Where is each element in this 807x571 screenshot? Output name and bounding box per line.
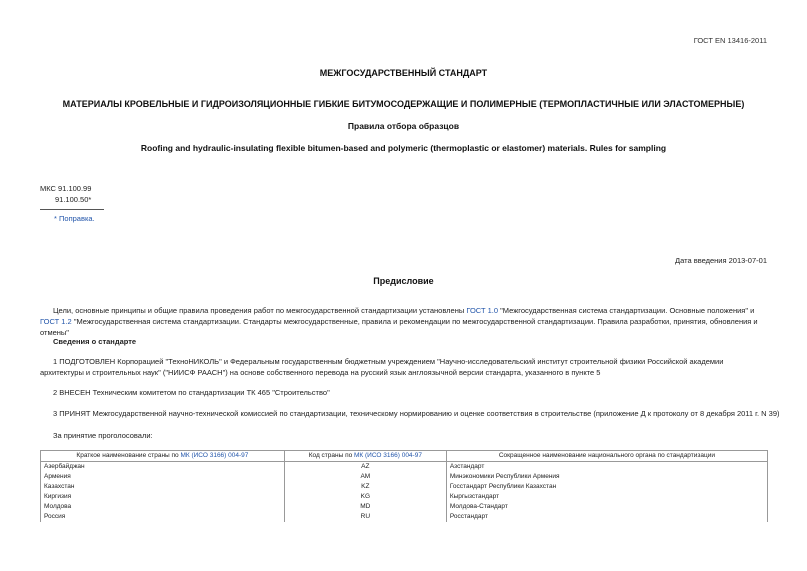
document-subtitle: Правила отбора образцов <box>347 121 460 131</box>
preface-text-b: "Межгосударственная система стандартизации. Основные положения" и <box>498 306 755 315</box>
introduction-date: Дата введения 2013-07-01 <box>675 256 767 265</box>
mks-code-2: 91.100.50* <box>55 195 92 204</box>
standard-heading: МЕЖГОСУДАРСТВЕННЫЙ СТАНДАРТ <box>319 68 488 78</box>
voting-countries-table <box>40 450 768 522</box>
table-row: Молдова MD Молдова-Стандарт <box>41 502 768 512</box>
mks-codes <box>40 183 91 205</box>
mk-iso-link[interactable]: МК (ИСО 3166) 004-97 <box>180 452 249 459</box>
table-row: Киргизия KG Кыргызстандарт <box>41 492 768 502</box>
table-row: Казахстан KZ Госстандарт Республики Казахстан <box>41 482 768 492</box>
column-header-code: Код страны по МК (ИСО 3166) 004-97 <box>284 451 446 462</box>
gost-1-2-link[interactable]: ГОСТ 1.2 <box>40 317 72 326</box>
column-header-country: Краткое наименование страны по МК (ИСО 3166) 004-97 <box>41 451 285 462</box>
gost-1-0-link[interactable]: ГОСТ 1.0 <box>466 306 499 315</box>
table-row: Россия RU Росстандарт <box>41 512 768 522</box>
standard-info-heading: Сведения о стандарте <box>53 337 137 346</box>
table-row: Азербайджан AZ Азстандарт <box>41 462 768 473</box>
prepared-by-paragraph: 1 ПОДГОТОВЛЕН Корпорацией "ТехноНИКОЛЬ" и Федеральным государственным бюджетным учреждением "Научно-исследовательский институт строительной физики Российской академии архитектуры и строительных наук" ("НИИСФ РААСН") на основе собственного перевода на русский язык англоязычной версии стандарта, указанного в пункте 5 <box>40 357 724 377</box>
preface-paragraph <box>40 305 768 338</box>
mk-iso-link[interactable]: МК (ИСО 3166) 004-97 <box>354 452 422 459</box>
footnote-divider <box>40 209 104 210</box>
preface-text-c: "Межгосударственная система стандартизации. Стандарты межгосударственные, правила и рекомендации по межгосударственной стандартизации. Правила разработки, принятия, обновления и отмены" <box>40 317 758 337</box>
document-title: МАТЕРИАЛЫ КРОВЕЛЬНЫЕ И ГИДРОИЗОЛЯЦИОННЫЕ ГИБКИЕ БИТУМОСОДЕРЖАЩИЕ И ПОЛИМЕРНЫЕ (ТЕРМОПЛАСТИЧНЫЕ ИЛИ ЭЛАСТОМЕРНЫЕ) <box>62 99 745 109</box>
document-title-english: Roofing and hydraulic-insulating flexible bitumen-based and polymeric (thermoplastic or elastomer) materials. Rules for sampling <box>140 143 667 153</box>
preface-heading: Предисловие <box>373 276 434 286</box>
mks-code-1: МКС 91.100.99 <box>40 184 92 193</box>
footnote-link[interactable]: * Поправка. <box>54 214 95 223</box>
column-header-body: Сокращенное наименование национального органа по стандартизации <box>446 451 767 462</box>
adopted-by-paragraph: 3 ПРИНЯТ Межгосударственной научно-технической комиссией по стандартизации, техническому нормированию и оценке соответствия в строительстве (приложение Д к протоколу от 8 декабря 2011 г. N 39) <box>53 409 780 418</box>
table-header-row <box>41 451 768 462</box>
voted-for-label: За принятие проголосовали: <box>53 431 153 440</box>
preface-text-a: Цели, основные принципы и общие правила проведения работ по межгосударственной стандартизации установлены <box>53 306 467 315</box>
document-id: ГОСТ EN 13416-2011 <box>693 36 767 45</box>
table-row: Армения AM Минэкономики Республики Армения <box>41 472 768 482</box>
introduced-by-paragraph: 2 ВНЕСЕН Техническим комитетом по стандартизации ТК 465 "Строительство" <box>53 388 330 397</box>
